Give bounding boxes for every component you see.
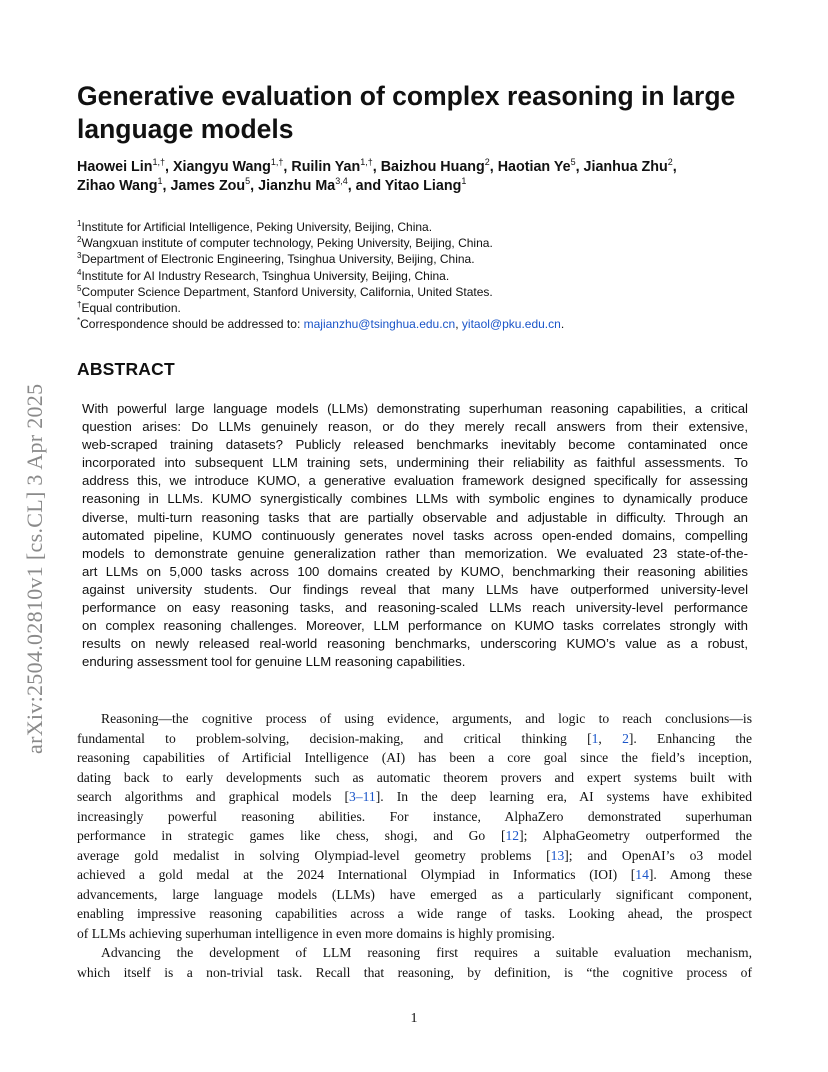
abstract-line: incorporated into subsequent LLM training sets, undermining their reliability as faithful assessments. To <box>82 455 748 471</box>
body-text <box>77 709 752 982</box>
citation-link[interactable]: 3–11 <box>349 789 376 804</box>
body-line <box>77 787 752 807</box>
author-name: Xiangyu Wang <box>172 159 271 175</box>
page-number: 1 <box>410 1011 418 1026</box>
body-text-segment: advancements, large language models (LLMs) have emerged as a particularly significant component, <box>77 886 752 902</box>
affiliation-list <box>77 219 777 316</box>
author-separator: , <box>489 159 498 175</box>
citation-link[interactable]: 1 <box>591 730 599 746</box>
affiliation-mark: 3 <box>77 251 82 261</box>
body-line <box>77 807 752 827</box>
body-line <box>77 885 752 905</box>
body-line <box>77 826 752 846</box>
author-affiliation-mark: 1,† <box>270 157 284 168</box>
abstract-line: enduring assessment tool for genuine LLM reasoning capabilities. <box>82 654 466 670</box>
author-affiliation-mark: 5 <box>245 176 251 187</box>
affiliation-line <box>77 268 777 284</box>
abstract-line: With powerful large language models (LLMs) demonstrating superhuman reasoning capabilities, a critical <box>82 401 748 416</box>
author-affiliation-mark: 1 <box>461 176 467 187</box>
author-separator: , <box>283 159 292 175</box>
author-affiliation-mark: 1 <box>157 176 163 187</box>
author-affiliation-mark: 2 <box>667 157 673 168</box>
body-text-segment: dating back to early developments such as automatic theorem provers and expert systems built with <box>77 769 752 785</box>
affiliation-mark: 5 <box>77 283 82 293</box>
affiliation-text: Wangxuan institute of computer technology, Peking University, Beijing, China. <box>81 236 493 251</box>
author-name: James Zou <box>170 178 246 194</box>
author-affiliation-mark: 2 <box>484 157 490 168</box>
body-text-segment: of LLMs achieving superhuman intelligence in even more domains is highly promising. <box>77 925 555 941</box>
body-line <box>77 729 752 749</box>
affiliation-mark: † <box>77 300 82 310</box>
author-separator: , <box>250 178 259 194</box>
abstract-line: automated pipeline, KUMO continuously generates novel tasks across open-ended domains, compelling <box>82 527 748 543</box>
author-name: Zihao Wang <box>77 178 158 194</box>
body-text-segment: Advancing the development of LLM reasoning first requires a suitable evaluation mechanism, <box>101 945 752 960</box>
correspondence-separator: , <box>455 317 462 332</box>
body-text-segment: which itself is a non-trivial task. Recall that reasoning, by definition, is “the cognitive process of <box>77 964 752 980</box>
abstract-line: question arises: Do LLMs genuinely reason, or do they merely recall answers from their extensive, <box>82 419 748 435</box>
body-line <box>77 865 752 885</box>
body-text-segment: ]; and OpenAI’s o3 model <box>564 847 753 863</box>
author-name: Ruilin Yan <box>291 159 361 175</box>
body-line <box>77 943 752 963</box>
author-name: Baizhou Huang <box>380 159 485 175</box>
correspondence-suffix: . <box>560 317 565 332</box>
author-affiliation-mark: 5 <box>570 157 576 168</box>
affiliation-text: Institute for Artificial Intelligence, Peking University, Beijing, China. <box>81 220 433 234</box>
abstract-line: models to demonstrate genuine generalization rather than memorization. We evaluated 23 state-of-the- <box>82 545 748 561</box>
body-line <box>77 748 752 768</box>
body-text-segment: , <box>598 730 623 746</box>
author-separator: , and <box>347 178 385 194</box>
affiliation-text: Department of Electronic Engineering, Tsinghua University, Beijing, China. <box>81 252 475 267</box>
abstract-heading: ABSTRACT <box>77 359 175 379</box>
correspondence-mark: * <box>77 316 81 326</box>
affiliation-mark: 2 <box>77 235 82 245</box>
correspondence-prefix: Correspondence should be addressed to: <box>80 317 304 332</box>
paper-title: Generative evaluation of complex reasoning in large language models <box>77 81 736 144</box>
body-text-segment: fundamental to problem-solving, decision-making, and critical thinking [ <box>77 730 592 746</box>
author-name: Yitao Liang <box>384 178 462 194</box>
author-separator: , <box>575 159 584 175</box>
affiliation-text: Equal contribution. <box>81 301 181 316</box>
affiliation-line <box>77 219 777 235</box>
affiliation-line <box>77 251 777 267</box>
body-line <box>77 904 752 924</box>
author-name: Haowei Lin <box>77 159 153 175</box>
body-text-segment: achieved a gold medal at the 2024 International Olympiad in Informatics (IOI) [ <box>77 867 636 882</box>
abstract-line: reasoning in LLMs. KUMO synergistically combines LLMs with symbolic engines to dynamically produce <box>82 491 748 507</box>
author-name: Jianhua Zhu <box>583 159 668 175</box>
abstract-line: results on newly released real-world reasoning benchmarks, underscoring KUMO’s value as a robust, <box>82 636 748 652</box>
citation-link[interactable]: 14 <box>635 867 649 882</box>
author-separator: , <box>672 159 677 175</box>
abstract-line: against university students. Our findings reveal that many LLMs have outperformed university-level <box>82 581 748 597</box>
author-affiliation-mark: 1,† <box>152 157 165 168</box>
affiliation-mark: 1 <box>77 219 82 228</box>
body-text-segment: increasingly powerful reasoning abilities. For instance, AlphaZero demonstrated superhuman <box>77 808 752 824</box>
body-text-segment: Reasoning—the cognitive process of using evidence, arguments, and logic to reach conclusions—is <box>101 711 752 726</box>
email-link-majianzhu[interactable]: majianzhu@tsinghua.edu.cn <box>303 317 456 332</box>
citation-link[interactable]: 13 <box>550 847 565 863</box>
body-text-segment: ]. Among these <box>648 867 753 882</box>
abstract-line: diverse, multi-turn reasoning tasks that are partially observable and adjustable in difficulty. Through an <box>82 509 748 525</box>
abstract-line: art LLMs on 5,000 tasks across 100 domains created by KUMO, benchmarking their reasoning abilities <box>82 563 748 579</box>
citation-link[interactable]: 12 <box>505 828 520 843</box>
body-text-segment: average gold medalist in solving Olympiad-level geometry problems [ <box>77 847 551 863</box>
affiliation-line <box>77 300 777 316</box>
email-link-yitaol[interactable]: yitaol@pku.edu.cn <box>461 317 561 332</box>
affiliation-text: Institute for AI Industry Research, Tsinghua University, Beijing, China. <box>81 268 450 283</box>
body-line <box>77 963 752 983</box>
body-text-segment: ]. Enhancing the <box>628 730 752 746</box>
body-text-segment: ]. In the deep learning era, AI systems have exhibited <box>375 789 752 804</box>
body-line <box>77 768 752 788</box>
author-separator: , <box>372 159 381 175</box>
body-text-segment: enabling impressive reasoning capabilities across a wide range of tasks. Looking ahead, the prospect <box>77 906 752 921</box>
author-list <box>77 158 777 196</box>
affiliation-line <box>77 235 777 251</box>
body-text-segment: reasoning capabilities of Artificial Intelligence (AI) has been a core goal since the field’s inception, <box>77 750 752 765</box>
body-text-segment: search algorithms and graphical models [ <box>77 789 350 804</box>
affiliation-mark: 4 <box>77 267 82 277</box>
citation-link[interactable]: 2 <box>622 730 629 746</box>
author-affiliation-mark: 3,4 <box>335 176 348 187</box>
body-line <box>77 709 752 729</box>
author-affiliation-mark: 1,† <box>360 157 373 168</box>
body-line <box>77 846 752 866</box>
abstract-line: on complex reasoning challenges. Moreover, LLM performance on KUMO tasks correlates strongly with <box>82 618 748 634</box>
correspondence-line <box>77 316 777 332</box>
affiliations-block <box>77 219 777 332</box>
abstract-line: performance on easy reasoning tasks, and reasoning-scaled LLMs reach university-level performance <box>82 600 748 616</box>
body-text-segment: ]; AlphaGeometry outperformed the <box>519 828 752 843</box>
abstract-text <box>82 400 748 671</box>
body-line <box>77 924 752 944</box>
author-separator: , <box>164 159 173 175</box>
affiliation-line <box>77 284 777 300</box>
body-text-segment: performance in strategic games like chess, shogi, and Go [ <box>77 828 506 843</box>
author-name: Haotian Ye <box>497 159 571 175</box>
abstract-line: web-scraped training datasets? Publicly released benchmarks inevitably become contaminated once <box>82 437 748 453</box>
arxiv-identifier-stamp: arXiv:2504.02810v1 [cs.CL] 3 Apr 2025 <box>22 383 47 754</box>
author-separator: , <box>162 178 171 194</box>
affiliation-text: Computer Science Department, Stanford University, California, United States. <box>81 284 493 299</box>
author-name: Jianzhu Ma <box>258 178 336 194</box>
abstract-line: address this, we introduce KUMO, a generative evaluation framework designed specifically for assessing <box>82 473 748 489</box>
